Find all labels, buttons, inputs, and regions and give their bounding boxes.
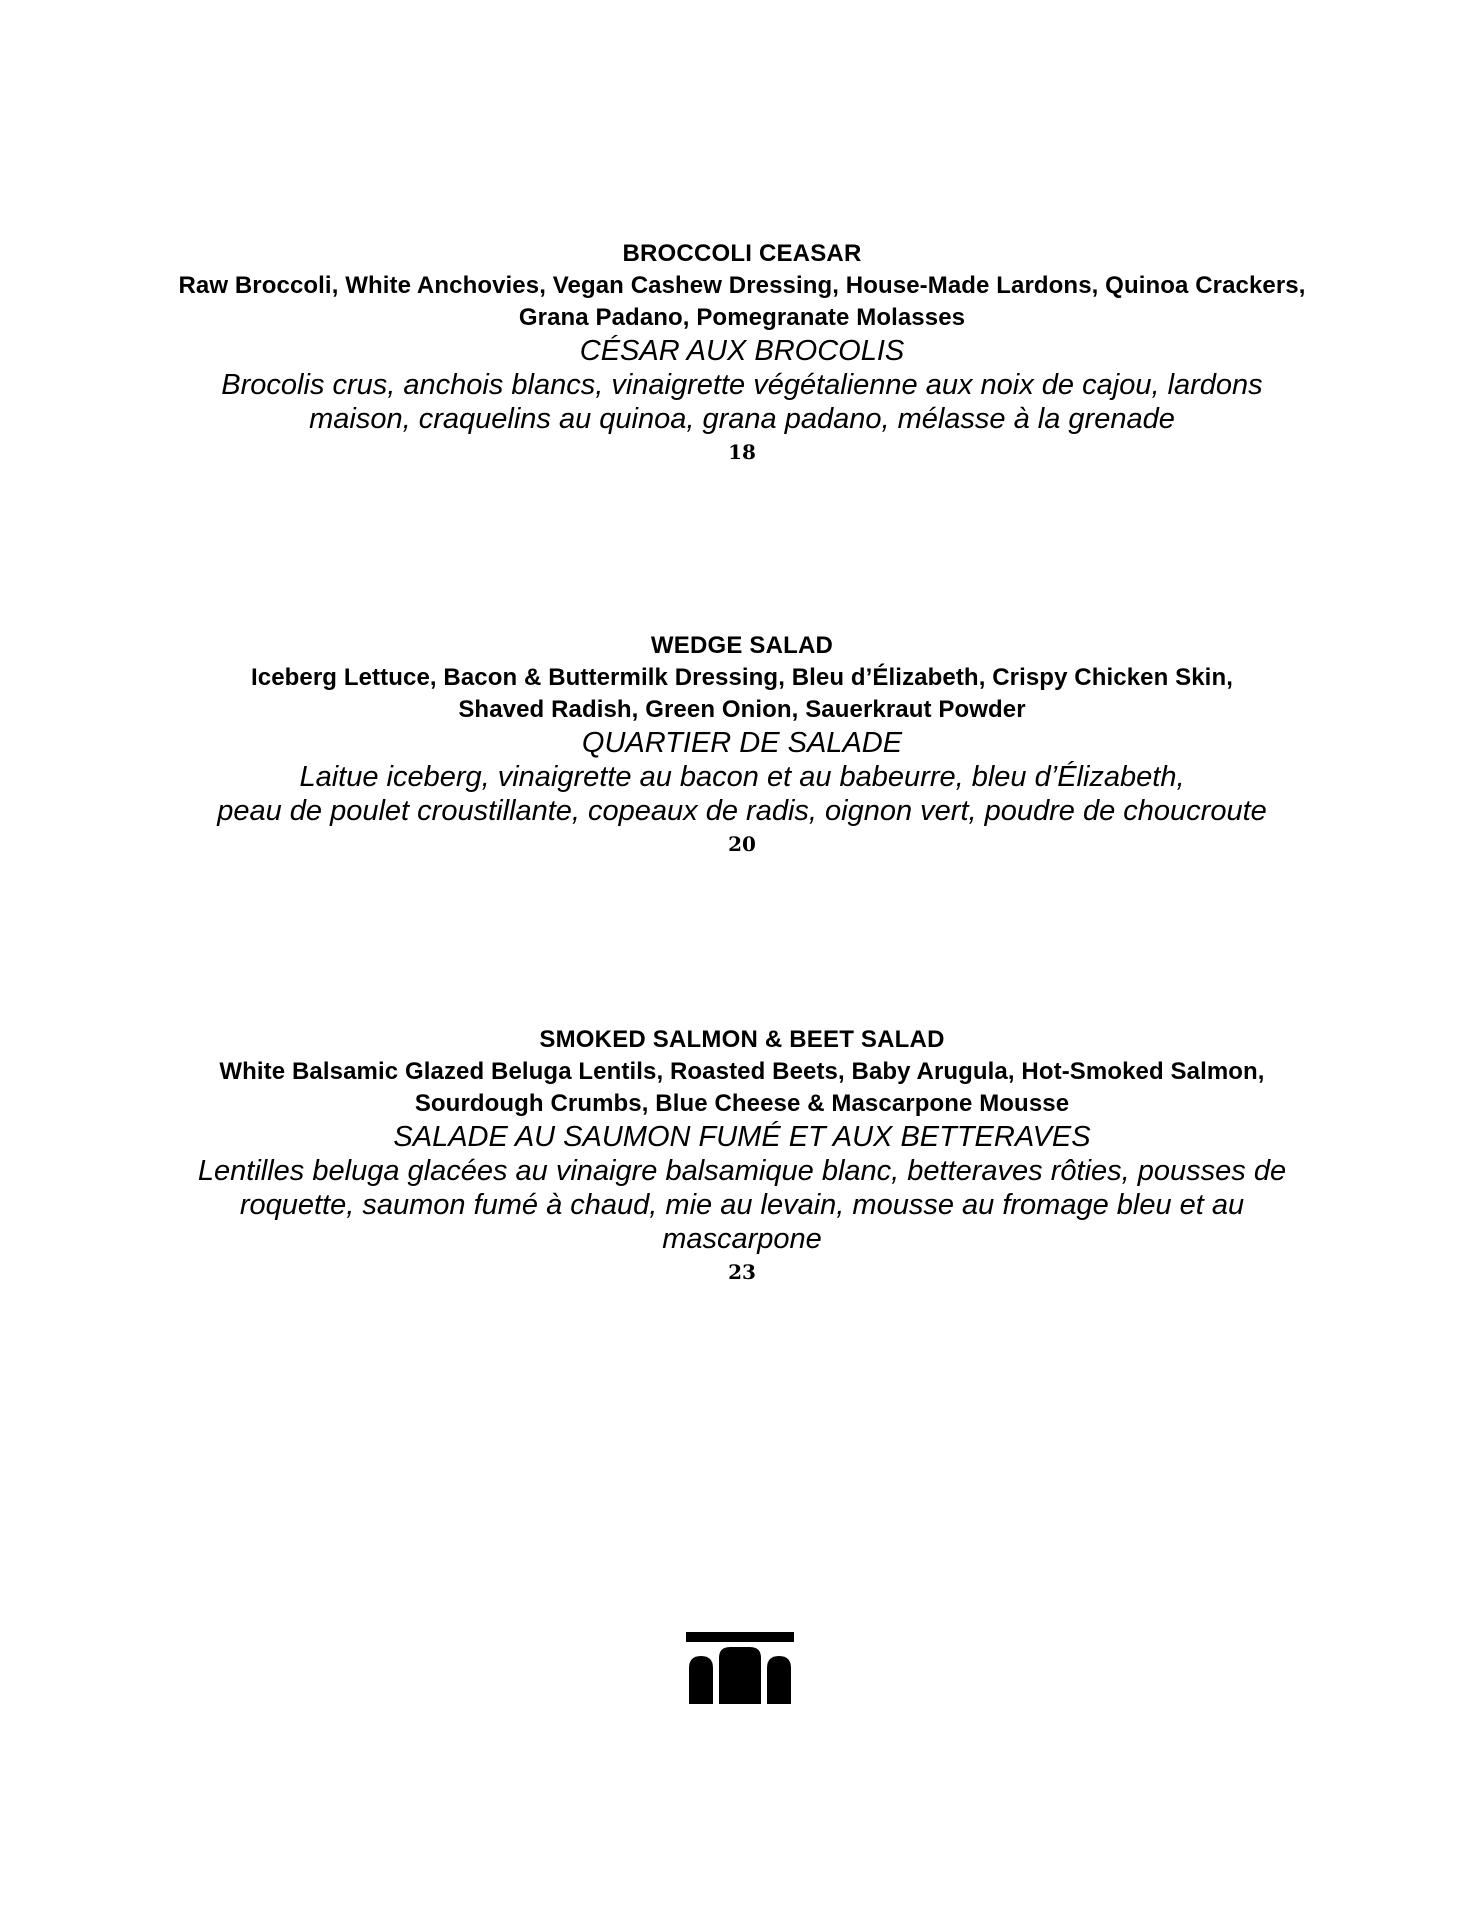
menu-item-smoked-salmon-beet-salad bbox=[0, 1024, 1484, 1288]
item-title-fr: SALADE AU SAUMON FUMÉ ET AUX BETTERAVES bbox=[393, 1121, 1091, 1153]
item-title-fr: CÉSAR AUX BROCOLIS bbox=[579, 335, 905, 367]
item-title-fr: QUARTIER DE SALADE bbox=[581, 727, 903, 759]
item-description-en bbox=[0, 270, 1484, 334]
item-title-en: WEDGE SALAD bbox=[650, 632, 834, 659]
item-price: 18 bbox=[728, 440, 756, 464]
description-line: Lentilles beluga glacées au vinaigre balsamique blanc, betteraves rôties, pousses de bbox=[197, 1155, 1287, 1187]
item-title-en: SMOKED SALMON & BEET SALAD bbox=[539, 1026, 945, 1053]
description-line: maison, craquelins au quinoa, grana padano, mélasse à la grenade bbox=[309, 403, 1175, 435]
item-description-en bbox=[0, 1056, 1484, 1120]
description-line: roquette, saumon fumé à chaud, mie au levain, mousse au fromage bleu et au bbox=[239, 1189, 1245, 1221]
item-description-en bbox=[0, 662, 1484, 726]
description-line: Iceberg Lettuce, Bacon & Buttermilk Dressing, Bleu d’Élizabeth, Crispy Chicken Skin, bbox=[251, 664, 1233, 691]
logo-center-pillar bbox=[719, 1647, 761, 1704]
arches-logo-svg bbox=[686, 1632, 794, 1704]
logo-right-pillar bbox=[767, 1656, 791, 1704]
logo-left-pillar bbox=[689, 1656, 713, 1704]
description-line: Brocolis crus, anchois blancs, vinaigrette végétalienne aux noix de cajou, lardons bbox=[221, 369, 1263, 401]
menu-item-broccoli-ceasar bbox=[0, 238, 1484, 468]
item-price: 23 bbox=[728, 1260, 756, 1284]
menu-item-wedge-salad bbox=[0, 630, 1484, 860]
description-line: Sourdough Crumbs, Blue Cheese & Mascarpone Mousse bbox=[414, 1090, 1070, 1117]
description-line: peau de poulet croustillante, copeaux de radis, oignon vert, poudre de choucroute bbox=[217, 795, 1267, 827]
description-line: Laitue iceberg, vinaigrette au bacon et au babeurre, bleu d’Élizabeth, bbox=[299, 761, 1185, 793]
arches-logo-icon bbox=[686, 1632, 794, 1704]
item-title-en: BROCCOLI CEASAR bbox=[622, 240, 862, 267]
description-line: mascarpone bbox=[662, 1223, 822, 1255]
item-description-fr bbox=[0, 1154, 1484, 1256]
description-line: White Balsamic Glazed Beluga Lentils, Roasted Beets, Baby Arugula, Hot-Smoked Salmon, bbox=[219, 1058, 1265, 1085]
item-description-fr bbox=[0, 760, 1484, 828]
description-line: Grana Padano, Pomegranate Molasses bbox=[518, 304, 966, 331]
item-description-fr bbox=[0, 368, 1484, 436]
logo-top-bar bbox=[686, 1632, 794, 1642]
description-line: Shaved Radish, Green Onion, Sauerkraut Powder bbox=[458, 696, 1026, 723]
description-line: Raw Broccoli, White Anchovies, Vegan Cashew Dressing, House-Made Lardons, Quinoa Crackers, bbox=[178, 272, 1306, 299]
item-price: 20 bbox=[728, 832, 756, 856]
